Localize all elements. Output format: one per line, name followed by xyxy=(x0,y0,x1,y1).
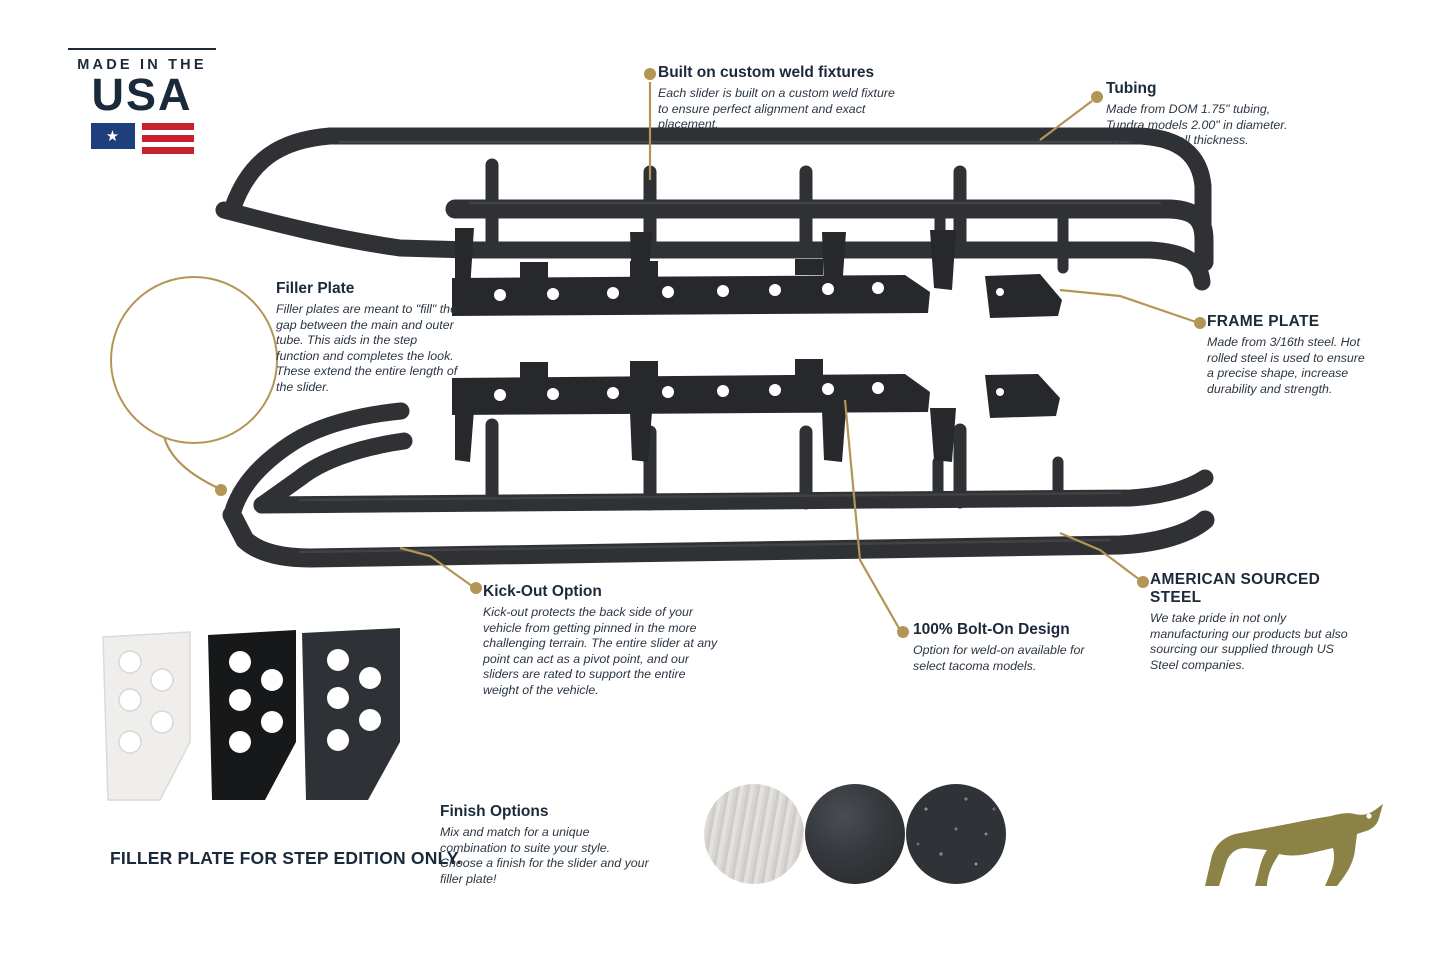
bear-logo xyxy=(1197,790,1387,905)
callout-title: Tubing xyxy=(1106,80,1157,97)
badge-made-line: MADE IN THE xyxy=(77,57,207,73)
callout-filler-plate xyxy=(276,280,461,395)
callout-title: Finish Options xyxy=(440,803,549,820)
gloss-black-filler-plate xyxy=(208,630,296,800)
textured-black-finish-swatch[interactable] xyxy=(906,784,1006,884)
callout-kick-out xyxy=(483,583,723,698)
bare-filler-plate xyxy=(103,632,190,800)
filler-plate-magnifier xyxy=(110,276,278,444)
callout-body: We take pride in not only manufacturing our products but also sourcing our supplied through US Steel companies. xyxy=(1150,611,1348,672)
callout-american-steel xyxy=(1150,571,1365,673)
satin-black-finish-swatch[interactable] xyxy=(805,784,905,884)
callout-title: Kick-Out Option xyxy=(483,583,602,600)
filler-plate-caption: FILLER PLATE FOR STEP EDITION ONLY. xyxy=(110,848,462,868)
callout-tubing xyxy=(1106,80,1306,149)
callout-frame-plate xyxy=(1207,313,1372,397)
callout-body: Each slider is built on a custom weld fixture to ensure perfect alignment and exact placement. xyxy=(658,86,895,131)
callout-title: 100% Bolt-On Design xyxy=(913,621,1070,638)
badge-usa-line: USA xyxy=(91,69,193,120)
callout-body: Kick-out protects the back side of your vehicle from getting pinned in the more challenging terrain. The entire slider at any point can act as a pivot point, and our sliders are rated to support the entire weight of the vehicle. xyxy=(483,605,718,697)
callout-body: Made from DOM 1.75" tubing, Tundra models 2.00" in diameter. .120" Tube wall thickness. xyxy=(1106,102,1288,147)
callout-body: Filler plates are meant to "fill" the gap between the main and outer tube. This aids in the step function and completes the look. These extend the entire length of the slider. xyxy=(276,302,458,394)
flag-star-icon: ★ xyxy=(91,123,135,149)
filler-plate-samples xyxy=(103,628,400,800)
callout-body: Made from 3/16th steel. Hot rolled steel is used to ensure a precise shape, increase durability and strength. xyxy=(1207,335,1365,396)
callout-title: Filler Plate xyxy=(276,280,355,297)
textured-black-filler-plate xyxy=(302,628,400,800)
callout-title: AMERICAN SOURCED STEEL xyxy=(1150,571,1321,606)
callout-finish-options xyxy=(440,803,655,887)
callout-body: Option for weld-on available for select tacoma models. xyxy=(913,643,1085,673)
callout-body: Mix and match for a unique combination to suite your style. Choose a finish for the slider and your filler plate! xyxy=(440,825,649,886)
raw-finish-swatch[interactable] xyxy=(704,784,804,884)
callout-bolt-on xyxy=(913,621,1093,674)
callout-title: Built on custom weld fixtures xyxy=(658,64,875,81)
callout-weld-fixtures xyxy=(658,64,898,133)
callout-title: FRAME PLATE xyxy=(1207,313,1320,330)
